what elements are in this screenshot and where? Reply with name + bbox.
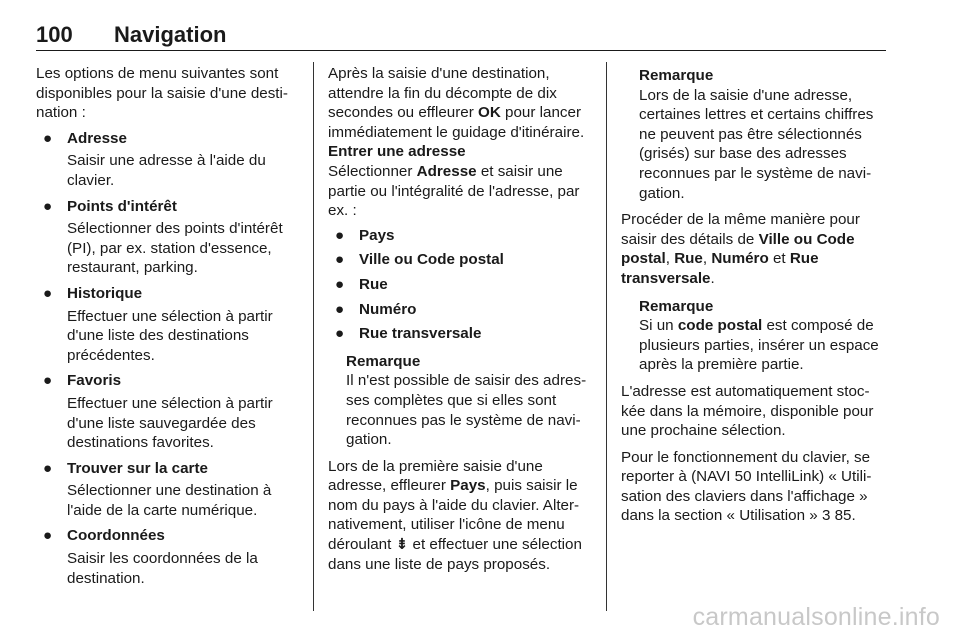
- bullet-icon: ●: [335, 251, 345, 269]
- page-header: [36, 18, 886, 51]
- paragraph: Sélectionner Adresse et saisir une partie ou l'intégralité de l'adresse, par ex. :: [328, 162, 580, 220]
- list-item: ● Rue: [335, 275, 388, 293]
- column-1: [36, 64, 300, 588]
- note-title: Remarque: [639, 297, 714, 315]
- list-item: ● Points d'intérêt Sélectionner des points d'intérêt (PI), par ex. station d'essence, restaurant, parking.: [43, 197, 283, 277]
- bullet-icon: ●: [335, 275, 345, 293]
- list-item: ● Historique Effectuer une sélection à partir d'une liste des destinations précédentes.: [43, 284, 273, 364]
- paragraph: Pour le fonctionnement du clavier, se reporter à (NAVI 50 IntelliLink) « Utilisation des claviers dans l'affichage » dans la section « Utilisation » 3 85.: [621, 448, 872, 525]
- bullet-icon: ●: [43, 459, 53, 477]
- note-box: [328, 352, 594, 450]
- paragraph: Lors de la première saisie d'une adresse, effleurer Pays, puis saisir le nom du pays à l'aide du clavier. Alternativement, utiliser l'icône de menu déroulant ⇟ et effectuer une sélection dans une liste de pays proposés.: [328, 457, 582, 573]
- section-title: Navigation: [114, 22, 227, 47]
- list-item: ● Ville ou Code postal: [335, 251, 504, 269]
- watermark: carmanualsonline.info: [692, 603, 940, 631]
- list-item: ● Trouver sur la carte Sélectionner une destination à l'aide de la carte numérique.: [43, 459, 272, 519]
- note-title: Remarque: [639, 67, 714, 84]
- list-item: ● Favoris Effectuer une sélection à partir d'une liste sauvegardée des destinations favorites.: [43, 372, 273, 452]
- bullet-icon: ●: [43, 527, 53, 545]
- list-item: ● Pays: [335, 226, 395, 244]
- column-divider-2: [606, 62, 607, 611]
- note-title: Remarque: [346, 352, 421, 370]
- list-item: ● Coordonnées Saisir les coordonnées de la destination.: [43, 527, 258, 587]
- paragraph: Après la saisie d'une destination, attendre la fin du décompte de dix secondes ou effleurer OK pour lancer immédiatement le guidage d'itinéraire.: [328, 65, 585, 141]
- note-text: Il n'est possible de saisir des adresses complètes que si elles sont reconnues pas le système de navigation.: [346, 372, 587, 449]
- note-box: Remarque Si un code postal est composé de plusieurs parties, insérer un espace après la première partie.: [621, 297, 887, 375]
- list-item: ● Numéro: [335, 300, 417, 318]
- bullet-icon: ●: [43, 129, 53, 147]
- paragraph: Procéder de la même manière pour saisir des détails de Ville ou Code postal, Rue, Numéro et Rue transversale.: [621, 211, 860, 287]
- intro-paragraph: Les options de menu suivantes sont disponibles pour la saisie d'une destination :: [36, 65, 288, 122]
- bullet-icon: ●: [43, 372, 53, 390]
- column-3: [621, 64, 887, 526]
- column-divider-1: [313, 62, 314, 611]
- dropdown-menu-icon: ⇟: [395, 536, 409, 554]
- list-item: ● Rue transversale: [335, 325, 482, 343]
- bullet-icon: ●: [335, 226, 345, 244]
- page-reference-icon: 3: [821, 507, 831, 525]
- bullet-icon: ●: [335, 300, 345, 318]
- bullet-icon: ●: [43, 197, 53, 215]
- paragraph: L'adresse est automatiquement stockée dans la mémoire, disponible pour une prochaine sélection.: [621, 382, 874, 440]
- bullet-icon: ●: [335, 325, 345, 343]
- note-text: Lors de la saisie d'une adresse, certaines lettres et certains chiffres ne peuvent pas être sélectionnés (grisés) sur base des adresses reconnues par le système de navigation.: [639, 86, 874, 202]
- list-item: ● Adresse Saisir une adresse à l'aide du clavier.: [43, 129, 266, 189]
- note-box: [621, 66, 887, 203]
- subheading: Entrer une adresse: [328, 143, 466, 161]
- bullet-icon: ●: [43, 284, 53, 302]
- page-number: 100: [36, 22, 73, 47]
- column-2: [328, 64, 594, 574]
